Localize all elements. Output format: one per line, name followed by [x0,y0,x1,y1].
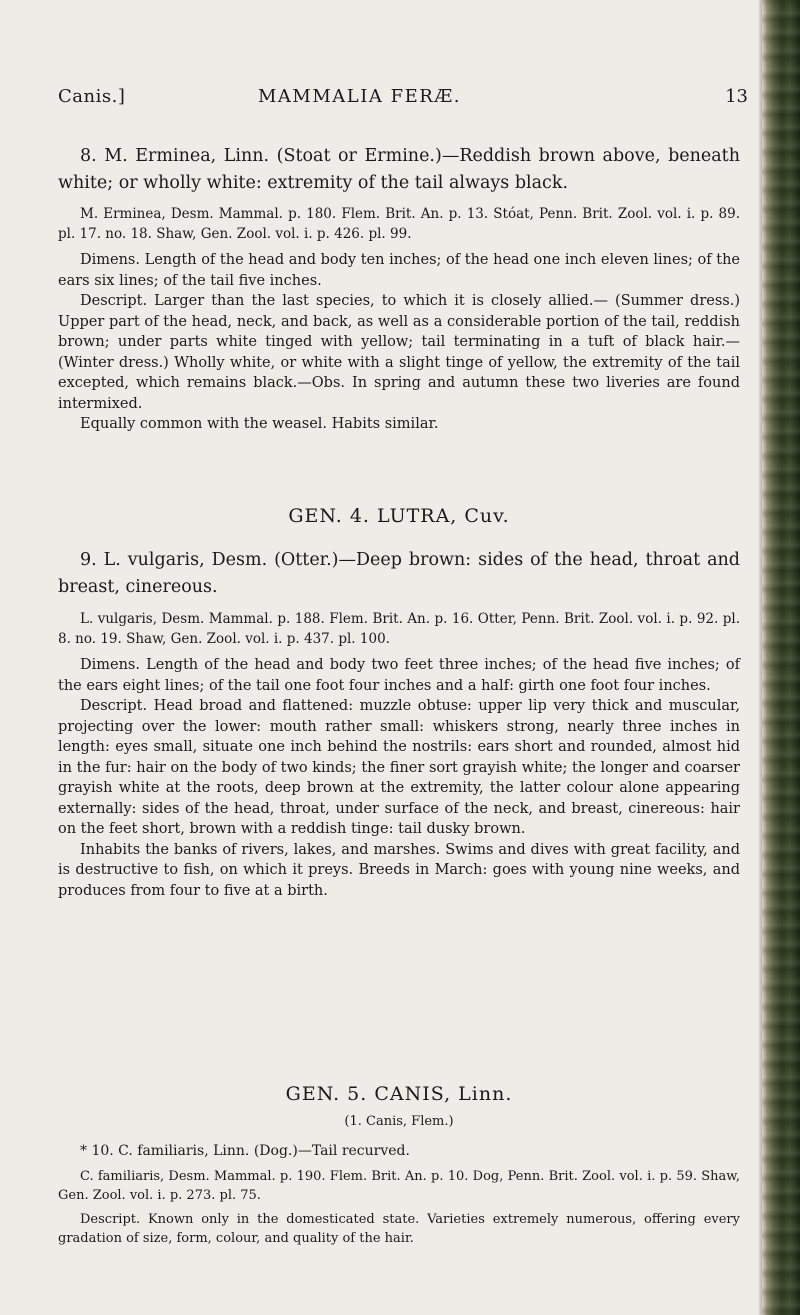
synonymy: M. Erminea, Desm. Mammal. p. 180. Flem. Brit. An. p. 13. Stóat, Penn. Brit. Zool. vol. i. p. 89. pl. 17. no. 18. Shaw, Gen. Zool. vol. i. p. 426. pl. 99. [58,206,740,242]
header-section: Canis.] [58,86,126,107]
book-binding [762,0,800,1315]
dimensions: Dimens. Length of the head and body two feet three inches; of the head five inches; of the ears eight lines; of the tail one foot four inches and a half: girth one foot four inches. [58,657,740,694]
page-number: 13 [725,86,748,107]
dimensions: Dimens. Length of the head and body ten inches; of the head one inch eleven lines; of the ears six lines; of the tail five inches. [58,252,740,289]
species-dog [58,1140,740,1248]
header-title: MAMMALIA FERÆ. [258,86,461,107]
running-header [58,86,748,112]
species-otter [58,547,740,901]
habits: Inhabits the banks of rivers, lakes, and marshes. Swims and dives with great facility, and is destructive to fish, on which it preys. Breeds in March: goes with young nine weeks, and produces from four to five at a birth. [58,841,740,899]
species-entry: 8. M. Erminea, Linn. (Stoat or Ermine.)—Reddish brown above, beneath white; or wholly white: extremity of the tail always black. [58,146,740,193]
genus-lutra-heading [58,503,740,529]
genus-title: GEN. 4. LUTRA, Cuv. [288,505,510,527]
description: Descript. Known only in the domesticated state. Varieties extremely numerous, offering every gradation of size, form, colour, and quality of the hair. [58,1212,740,1246]
species-entry: * 10. C. familiaris, Linn. (Dog.)—Tail recurved. [80,1143,410,1159]
genus-subtitle: (1. Canis, Flem.) [344,1114,454,1129]
species-stoat [58,143,740,435]
habits: Equally common with the weasel. Habits similar. [80,416,439,432]
synonymy: L. vulgaris, Desm. Mammal. p. 188. Flem. Brit. An. p. 16. Otter, Penn. Brit. Zool. vol. i. p. 92. pl. 8. no. 19. Shaw, Gen. Zool. vol. i. p. 437. pl. 100. [58,611,740,647]
genus-title: GEN. 5. CANIS, Linn. [285,1083,513,1105]
genus-canis-heading [58,1081,740,1132]
synonymy: C. familiaris, Desm. Mammal. p. 190. Flem. Brit. An. p. 10. Dog, Penn. Brit. Zool. vol. i. p. 59. Shaw, Gen. Zool. vol. i. p. 273. pl. 75. [58,1169,740,1203]
species-entry: 9. L. vulgaris, Desm. (Otter.)—Deep brown: sides of the head, throat and breast, cinereous. [58,550,740,597]
description: Descript. Larger than the last species, to which it is closely allied.— (Summer dress.) Upper part of the head, neck, and back, as well as a considerable portion of the tail, reddish brown; under parts white tinged with yellow; tail terminating in a tuft of black hair.—(Winter dress.) Wholly white, or white with a slight tinge of yellow, the extremity of the tail excepted, which remains black.—Obs. In spring and autumn these two liveries are found intermixed. [58,293,740,412]
description: Descript. Head broad and flattened: muzzle obtuse: upper lip very thick and muscular, projecting over the lower: mouth rather small: whiskers strong, nearly three inches in length: eyes small, situate one inch behind the nostrils: ears short and rounded, almost hid in the fur: hair on the body of two kinds; the finer sort grayish white; the longer and coarser grayish white at the roots, deep brown at the extremity, the latter colour alone appearing externally: sides of the head, throat, under surface of the neck, and breast, cinereous: hair on the feet short, brown with a reddish tinge: tail dusky brown. [58,698,740,837]
